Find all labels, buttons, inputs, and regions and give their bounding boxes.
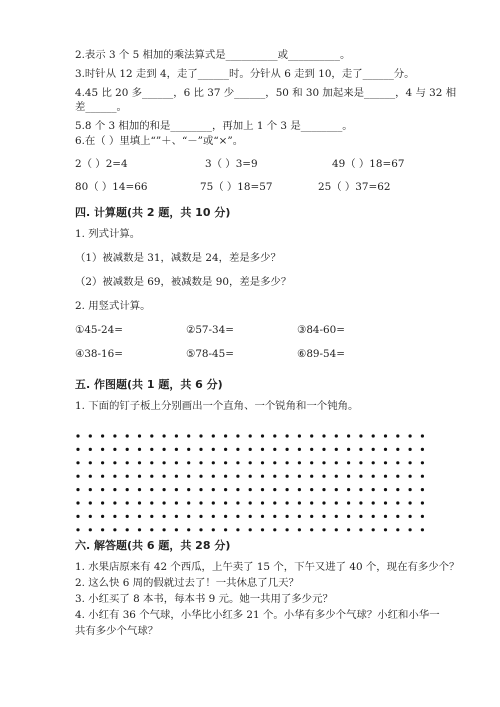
peg-dot [421, 515, 424, 518]
peg-dot [359, 515, 362, 518]
peg-dot [359, 434, 362, 437]
peg-dot [138, 515, 141, 518]
peg-dot [236, 434, 239, 437]
peg-dot [150, 501, 153, 504]
peg-dot [126, 528, 129, 531]
peg-dot [310, 475, 313, 478]
peg-dot [113, 501, 116, 504]
peg-dot [409, 461, 412, 464]
peg-dot [335, 528, 338, 531]
peg-dot [187, 448, 190, 451]
peg-dot [101, 434, 104, 437]
peg-dot [322, 434, 325, 437]
peg-dot [310, 528, 313, 531]
peg-dot [163, 448, 166, 451]
peg-dot [199, 475, 202, 478]
peg-dot [322, 515, 325, 518]
peg-dot [89, 501, 92, 504]
question-3: 3.时针从 12 走到 4，走了______时。分针从 6 走到 10，走了______分。 [75, 68, 415, 80]
peg-dot [163, 488, 166, 491]
peg-dot [347, 528, 350, 531]
peg-dot [384, 488, 387, 491]
peg-dot [249, 501, 252, 504]
peg-dot [126, 434, 129, 437]
peg-dot [396, 501, 399, 504]
peg-dot [163, 475, 166, 478]
section-6-title: 六. 解答题(共 6 题，共 28 分) [75, 539, 231, 552]
section-6-question-4-line1: 4. 小红有 36 个气球，小华比小红多 21 个。小华有多少个气球？小红和小华一 [75, 609, 440, 621]
peg-dot [409, 501, 412, 504]
peg-dot [298, 515, 301, 518]
peg-dot [372, 528, 375, 531]
peg-dot [126, 515, 129, 518]
peg-dot [335, 515, 338, 518]
peg-dot [175, 448, 178, 451]
peg-dot [163, 515, 166, 518]
peg-dot [310, 501, 313, 504]
peg-dot [249, 448, 252, 451]
equation-1: 2（ ）2=4 [75, 158, 128, 170]
peg-dot [199, 488, 202, 491]
peg-dot [347, 434, 350, 437]
equation-2: 3（ ）3=9 [205, 158, 258, 170]
peg-dot [163, 528, 166, 531]
peg-dot [421, 461, 424, 464]
peg-dot [138, 501, 141, 504]
peg-dot [322, 448, 325, 451]
peg-dot [384, 475, 387, 478]
peg-dot [212, 488, 215, 491]
calc-item-3: ③84-60= [297, 324, 345, 336]
calc-item-6: ⑥89-54= [297, 348, 345, 360]
peg-dot [384, 461, 387, 464]
peg-dot [359, 528, 362, 531]
peg-dot [199, 448, 202, 451]
peg-dot [187, 488, 190, 491]
equation-5: 75（ ）18=57 [200, 181, 273, 193]
peg-dot [175, 501, 178, 504]
peg-dot [138, 434, 141, 437]
peg-dot [310, 515, 313, 518]
peg-dot [286, 501, 289, 504]
peg-dot [236, 475, 239, 478]
peg-dot [249, 488, 252, 491]
peg-dot [286, 434, 289, 437]
section-6-question-2: 2. 这么快 6 周的假就过去了！一共休息了几天？ [75, 577, 299, 589]
peg-dot [409, 475, 412, 478]
peg-dot [249, 475, 252, 478]
peg-dot [236, 488, 239, 491]
section-5-question-1: 1. 下面的钉子板上分别画出一个直角、一个锐角和一个钝角。 [75, 400, 359, 412]
section-6-question-4-line2: 共有多少个气球？ [75, 625, 159, 637]
peg-dot [187, 515, 190, 518]
peg-dot [89, 528, 92, 531]
peg-dot [126, 488, 129, 491]
peg-dot [261, 501, 264, 504]
peg-dot [347, 501, 350, 504]
peg-dot [298, 528, 301, 531]
section-6-question-3: 3. 小红买了 8 本书，每本书 9 元。她一共用了多少元？ [75, 593, 333, 605]
peg-dot [421, 448, 424, 451]
peg-dot [298, 434, 301, 437]
peg-dot [409, 488, 412, 491]
peg-dot [298, 488, 301, 491]
peg-dot [187, 434, 190, 437]
peg-dot [150, 475, 153, 478]
peg-dot [113, 515, 116, 518]
peg-dot [89, 475, 92, 478]
peg-dot [347, 461, 350, 464]
peg-dot [150, 528, 153, 531]
peg-dot [236, 448, 239, 451]
question-4-line1: 4.45 比 20 多______，6 比 37 少______，50 和 30 加起来是______，4 与 32 相 [75, 87, 457, 99]
section-4-title: 四. 计算题(共 2 题，共 10 分) [75, 206, 231, 219]
peg-dot [409, 528, 412, 531]
peg-dot [359, 475, 362, 478]
peg-dot [101, 515, 104, 518]
peg-dot [76, 528, 79, 531]
peg-dot [236, 515, 239, 518]
peg-dot [273, 501, 276, 504]
peg-dot [224, 461, 227, 464]
peg-dot [421, 488, 424, 491]
peg-dot [76, 448, 79, 451]
peg-dot [249, 528, 252, 531]
section-4-question-1: 1. 列式计算。 [75, 228, 141, 240]
peg-dot [249, 434, 252, 437]
peg-dot [113, 434, 116, 437]
calc-item-1: ①45-24= [75, 324, 123, 336]
peg-dot [212, 475, 215, 478]
peg-dot [175, 434, 178, 437]
calc-item-4: ④38-16= [75, 348, 123, 360]
peg-dot [126, 448, 129, 451]
peg-dot [212, 448, 215, 451]
peg-dot [89, 434, 92, 437]
peg-dot [261, 528, 264, 531]
peg-dot [347, 515, 350, 518]
peg-dot [273, 528, 276, 531]
peg-dot [347, 475, 350, 478]
peg-dot [359, 501, 362, 504]
peg-dot [138, 475, 141, 478]
section-4-question-2: 2. 用竖式计算。 [75, 300, 151, 312]
peg-dot [384, 528, 387, 531]
peg-dot [224, 501, 227, 504]
peg-dot [286, 515, 289, 518]
peg-dot [335, 488, 338, 491]
peg-dot [396, 461, 399, 464]
peg-dot [76, 475, 79, 478]
peg-dot [421, 528, 424, 531]
peg-dot [286, 528, 289, 531]
peg-dot [236, 501, 239, 504]
peg-dot [261, 488, 264, 491]
equation-4: 80（ ）14=66 [75, 181, 148, 193]
peg-dot [126, 461, 129, 464]
peg-dot [199, 515, 202, 518]
peg-dot [347, 488, 350, 491]
peg-dot [310, 448, 313, 451]
peg-dot [224, 448, 227, 451]
peg-dot [175, 528, 178, 531]
peg-dot [113, 528, 116, 531]
peg-dot [261, 515, 264, 518]
peg-dot [76, 434, 79, 437]
peg-dot [372, 501, 375, 504]
peg-dot [163, 434, 166, 437]
peg-dot [273, 515, 276, 518]
peg-dot [113, 448, 116, 451]
peg-dot [212, 434, 215, 437]
calc-item-2: ②57-34= [186, 324, 234, 336]
peg-dot [384, 515, 387, 518]
question-4-line2: 差______。 [75, 101, 127, 113]
peg-dot [199, 501, 202, 504]
peg-dot [396, 488, 399, 491]
peg-dot [199, 434, 202, 437]
peg-dot [359, 488, 362, 491]
peg-dot [76, 501, 79, 504]
peg-dot [175, 515, 178, 518]
peg-dot [138, 448, 141, 451]
peg-dot [273, 448, 276, 451]
peg-dot [372, 448, 375, 451]
peg-dot [150, 448, 153, 451]
peg-dot [273, 434, 276, 437]
peg-dot [249, 461, 252, 464]
peg-dot [261, 448, 264, 451]
peg-dot [187, 501, 190, 504]
peg-dot [101, 501, 104, 504]
peg-dot [212, 528, 215, 531]
peg-dot [409, 448, 412, 451]
peg-dot [372, 488, 375, 491]
peg-dot [113, 488, 116, 491]
peg-dot [89, 461, 92, 464]
peg-dot [335, 448, 338, 451]
peg-dot [187, 461, 190, 464]
pegboard[interactable] [75, 433, 431, 543]
peg-dot [310, 488, 313, 491]
peg-dot [236, 461, 239, 464]
peg-dot [286, 475, 289, 478]
section-4-question-1b: （2）被减数是 69，被减数是 90，差是多少？ [75, 276, 292, 288]
peg-dot [163, 461, 166, 464]
peg-dot [224, 475, 227, 478]
peg-dot [199, 461, 202, 464]
peg-dot [101, 528, 104, 531]
peg-dot [150, 488, 153, 491]
calc-item-5: ⑤78-45= [186, 348, 234, 360]
peg-dot [138, 488, 141, 491]
peg-dot [310, 461, 313, 464]
peg-dot [101, 448, 104, 451]
peg-dot [261, 475, 264, 478]
peg-dot [150, 434, 153, 437]
peg-dot [212, 515, 215, 518]
peg-dot [359, 461, 362, 464]
peg-dot [126, 475, 129, 478]
peg-dot [335, 434, 338, 437]
peg-dot [372, 475, 375, 478]
equation-3: 49（ ）18=67 [332, 158, 405, 170]
peg-dot [273, 488, 276, 491]
peg-dot [261, 461, 264, 464]
peg-dot [396, 475, 399, 478]
peg-dot [113, 475, 116, 478]
question-2: 2.表示 3 个 5 相加的乘法算式是__________或__________。 [75, 49, 351, 61]
peg-dot [286, 461, 289, 464]
peg-dot [273, 475, 276, 478]
peg-dot [199, 528, 202, 531]
peg-dot [175, 461, 178, 464]
peg-dot [89, 448, 92, 451]
section-6-question-1: 1. 水果店原来有 42 个西瓜，上午卖了 15 个，下午又进了 40 个，现在有多少个？ [75, 561, 460, 573]
peg-dot [384, 448, 387, 451]
peg-dot [113, 461, 116, 464]
peg-dot [101, 461, 104, 464]
peg-dot [212, 501, 215, 504]
peg-dot [409, 515, 412, 518]
peg-dot [384, 434, 387, 437]
peg-dot [396, 515, 399, 518]
peg-dot [224, 515, 227, 518]
peg-dot [421, 501, 424, 504]
peg-dot [76, 515, 79, 518]
peg-dot [138, 461, 141, 464]
peg-dot [150, 461, 153, 464]
peg-dot [322, 488, 325, 491]
section-4-question-1a: （1）被减数是 31，减数是 24，差是多少？ [75, 252, 281, 264]
peg-dot [89, 488, 92, 491]
peg-dot [163, 501, 166, 504]
peg-dot [150, 515, 153, 518]
peg-dot [372, 515, 375, 518]
peg-dot [372, 434, 375, 437]
peg-dot [322, 501, 325, 504]
peg-dot [212, 461, 215, 464]
peg-dot [101, 475, 104, 478]
peg-dot [224, 528, 227, 531]
peg-dot [175, 488, 178, 491]
peg-dot [249, 515, 252, 518]
question-5: 5.8 个 3 相加的和是________，再加上 1 个 3 是________。 [75, 120, 353, 132]
peg-dot [359, 448, 362, 451]
peg-dot [310, 434, 313, 437]
peg-dot [187, 475, 190, 478]
peg-dot [89, 515, 92, 518]
peg-dot [224, 434, 227, 437]
peg-dot [347, 448, 350, 451]
peg-dot [236, 528, 239, 531]
peg-dot [224, 488, 227, 491]
peg-dot [322, 528, 325, 531]
peg-dot [138, 528, 141, 531]
peg-dot [396, 528, 399, 531]
equation-6: 25（ ）37=62 [318, 181, 391, 193]
peg-dot [76, 488, 79, 491]
peg-dot [396, 448, 399, 451]
peg-dot [396, 434, 399, 437]
peg-dot [273, 461, 276, 464]
peg-dot [298, 461, 301, 464]
peg-dot [76, 461, 79, 464]
peg-dot [298, 475, 301, 478]
question-6: 6.在（ ）里填上“”＋、“－”或“×”。 [75, 135, 244, 147]
peg-dot [421, 475, 424, 478]
peg-dot [298, 448, 301, 451]
peg-dot [261, 434, 264, 437]
peg-dot [286, 488, 289, 491]
peg-dot [335, 475, 338, 478]
peg-dot [101, 488, 104, 491]
section-5-title: 五. 作图题(共 1 题，共 6 分) [75, 378, 223, 391]
peg-dot [175, 475, 178, 478]
peg-dot [322, 461, 325, 464]
peg-dot [421, 434, 424, 437]
peg-dot [286, 448, 289, 451]
peg-dot [298, 501, 301, 504]
peg-dot [409, 434, 412, 437]
peg-dot [322, 475, 325, 478]
peg-dot [335, 461, 338, 464]
peg-dot [126, 501, 129, 504]
peg-dot [372, 461, 375, 464]
peg-dot [187, 528, 190, 531]
peg-dot [335, 501, 338, 504]
peg-dot [384, 501, 387, 504]
